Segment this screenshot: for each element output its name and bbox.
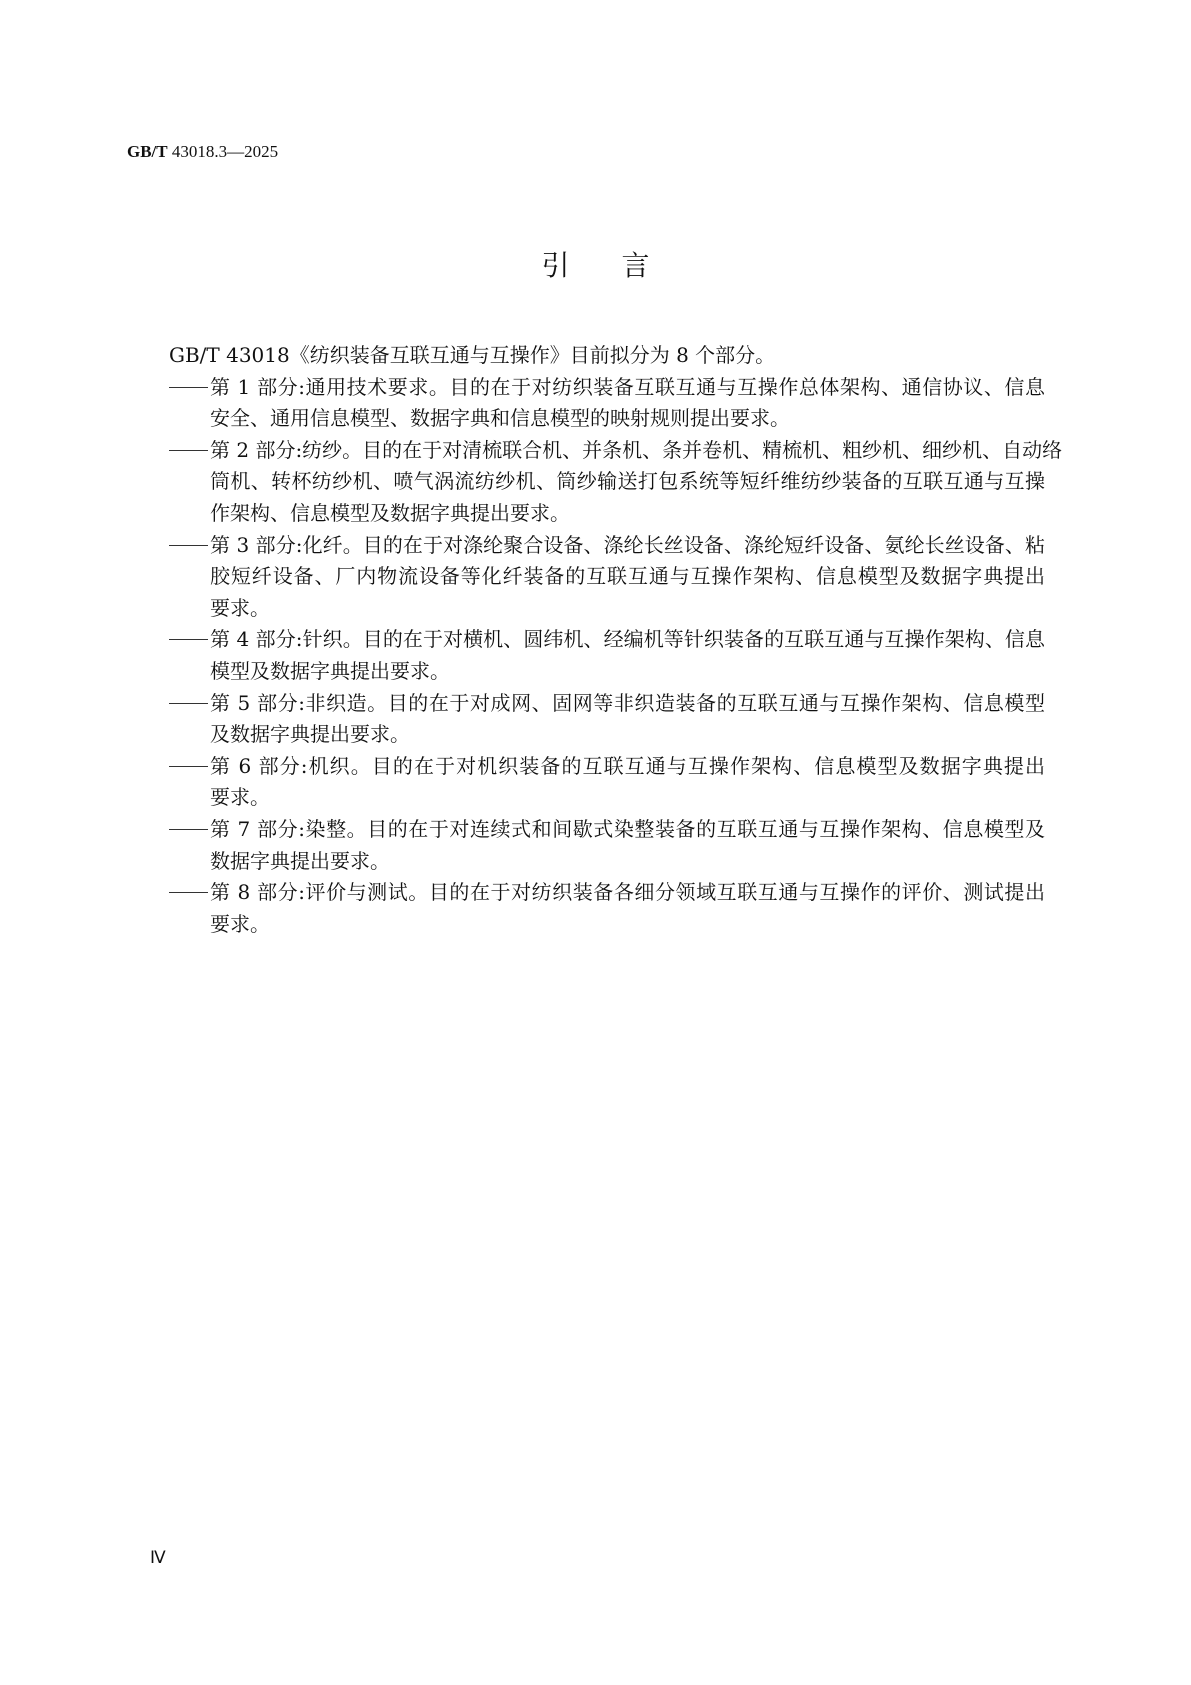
em-dash-bullet — [169, 639, 208, 640]
page-number: Ⅳ — [150, 1548, 166, 1567]
part-first-line — [169, 372, 1045, 404]
part-continuation-line — [210, 498, 1045, 530]
parts-list — [169, 372, 1063, 941]
line-text: 第 6 部分:机织。目的在于对机织装备的互联互通与互操作架构、信息模型及数据字典提出 — [210, 753, 1045, 778]
line-text: 第 8 部分:评价与测试。目的在于对纺织装备各细分领域互联互通与互操作的评价、测试提出 — [210, 880, 1045, 905]
line-text: 模型及数据字典提出要求。 — [210, 658, 450, 683]
part-first-line — [169, 814, 1045, 846]
line-text: 要求。 — [210, 911, 270, 936]
part-continuation-line — [210, 593, 1045, 625]
part-first-line — [169, 435, 1063, 467]
line-text: 数据字典提出要求。 — [210, 848, 390, 873]
part-continuation-line — [210, 719, 1045, 751]
line-text: 第 4 部分:针织。目的在于对横机、圆纬机、经编机等针织装备的互联互通与互操作架构、信息 — [210, 627, 1045, 652]
line-text: 第 3 部分:化纤。目的在于对涤纶聚合设备、涤纶长丝设备、涤纶短纤设备、氨纶长丝设备、粘 — [210, 532, 1045, 557]
standard-number: 43018.3—2025 — [171, 142, 279, 161]
em-dash-bullet — [169, 703, 208, 704]
part-continuation-line — [210, 782, 1045, 814]
em-dash-bullet — [169, 829, 208, 830]
part-first-line — [169, 877, 1045, 909]
em-dash-bullet — [169, 892, 208, 893]
part-continuation-line — [210, 656, 1045, 688]
standard-code: GB/T — [127, 142, 168, 161]
section-title: 引言 — [541, 249, 702, 282]
list-item-part-6 — [169, 751, 1045, 814]
intro-paragraph: GB/T 43018《纺织装备互联互通与互操作》目前拟分为 8 个部分。 — [169, 343, 776, 367]
part-continuation-line — [210, 403, 1045, 435]
part-continuation-line — [210, 466, 1045, 498]
list-item-part-4 — [169, 624, 1045, 687]
line-text: 安全、通用信息模型、数据字典和信息模型的映射规则提出要求。 — [210, 406, 790, 431]
line-text: 第 5 部分:非织造。目的在于对成网、固网等非织造装备的互联互通与互操作架构、信息模型 — [210, 690, 1045, 715]
list-item-part-2 — [169, 435, 1063, 530]
em-dash-bullet — [169, 766, 208, 767]
line-text: 作架构、信息模型及数据字典提出要求。 — [210, 500, 570, 525]
part-first-line — [169, 624, 1045, 656]
part-first-line — [169, 688, 1045, 720]
line-text: 筒机、转杯纺纱机、喷气涡流纺纱机、筒纱输送打包系统等短纤维纺纱装备的互联互通与互操 — [210, 469, 1045, 494]
list-item-part-1 — [169, 372, 1045, 435]
line-text: 第 2 部分:纺纱。目的在于对清梳联合机、并条机、条并卷机、精梳机、粗纱机、细纱机、自动络 — [210, 437, 1063, 462]
em-dash-bullet — [169, 387, 208, 388]
em-dash-bullet — [169, 545, 208, 546]
line-text: 胶短纤设备、厂内物流设备等化纤装备的互联互通与互操作架构、信息模型及数据字典提出 — [210, 564, 1045, 589]
part-continuation-line — [210, 561, 1045, 593]
part-continuation-line — [210, 909, 1045, 941]
em-dash-bullet — [169, 450, 208, 451]
line-text: 第 7 部分:染整。目的在于对连续式和间歇式染整装备的互联互通与互操作架构、信息模型及 — [210, 816, 1045, 841]
part-first-line — [169, 530, 1045, 562]
line-text: 要求。 — [210, 785, 270, 810]
part-first-line — [169, 751, 1045, 783]
part-continuation-line — [210, 846, 1045, 878]
line-text: 及数据字典提出要求。 — [210, 722, 410, 747]
introduction-body — [169, 340, 1063, 940]
line-text: 第 1 部分:通用技术要求。目的在于对纺织装备互联互通与互操作总体架构、通信协议、信息 — [210, 374, 1045, 399]
line-text: 要求。 — [210, 595, 270, 620]
standard-number-header — [127, 142, 278, 162]
list-item-part-3 — [169, 530, 1045, 625]
list-item-part-7 — [169, 814, 1045, 877]
list-item-part-8 — [169, 877, 1045, 940]
list-item-part-5 — [169, 688, 1045, 751]
